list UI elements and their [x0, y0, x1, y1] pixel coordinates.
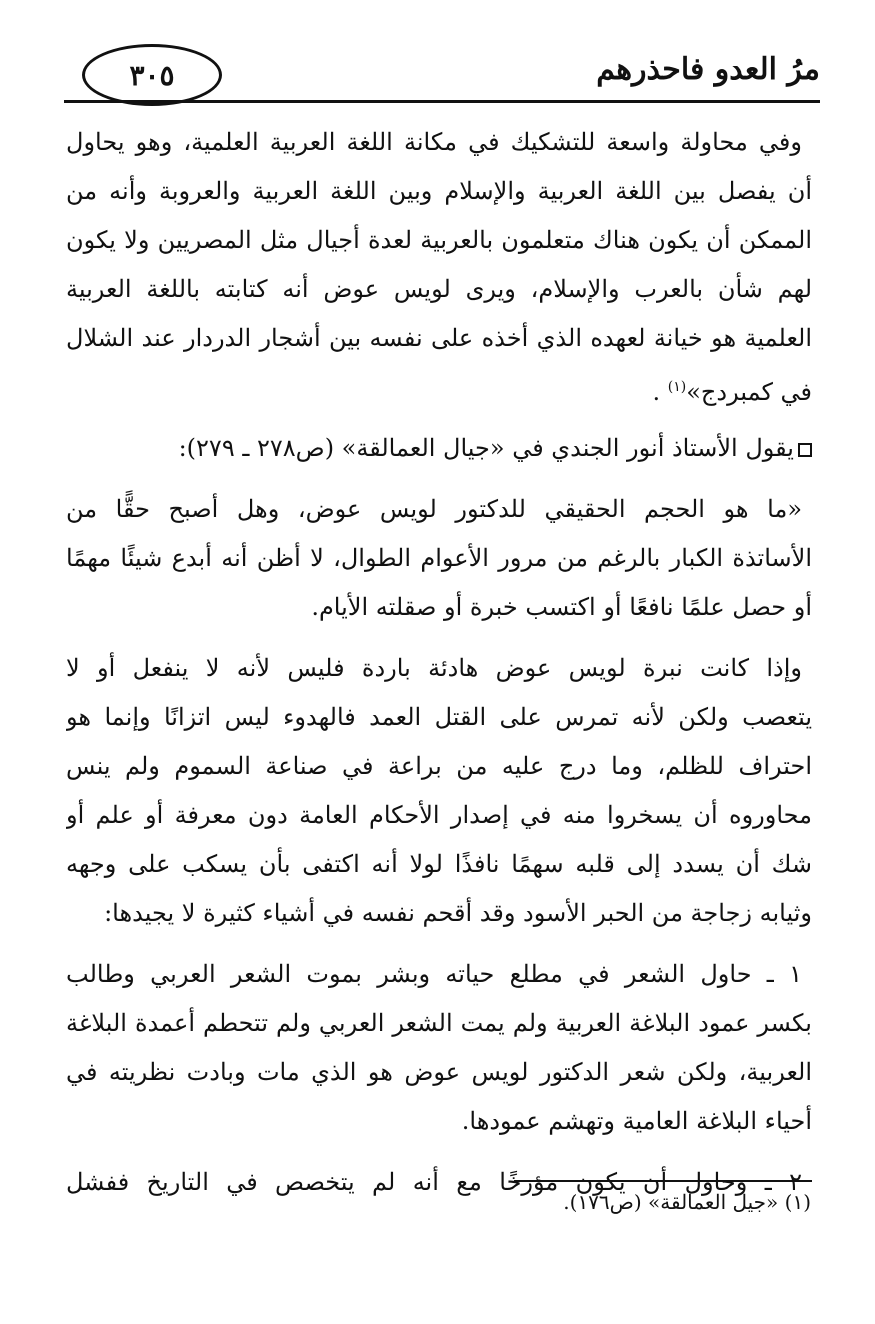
- running-title: مرُ العدو فاحذرهم: [596, 52, 820, 87]
- footnote: (١) «جيل العمالقة» (ص١٧٦).: [563, 1190, 811, 1214]
- text-line: الأساتذة الكبار بالرغم من مرور الأعوام الطوال، لا أظن أنه أبدع شيئًا مهمًا: [66, 544, 812, 572]
- text-line: وإذا كانت نبرة لويس عوض هادئة باردة فليس لأنه لا ينفعل أو لا: [66, 654, 802, 682]
- text-line: لهم شأن بالعرب والإسلام، ويرى لويس عوض أنه كتابته باللغة العربية: [66, 275, 812, 303]
- square-bullet-icon: [798, 443, 812, 457]
- page-number: ٣٠٥: [129, 58, 175, 92]
- text-line: الممكن أن يكون هناك متعلمون بالعربية لعدة أجيال مثل المصريين ولا يكون: [66, 226, 812, 254]
- text-line: شك أن يسدد إلى قلبه سهمًا نافذًا لولا أنه اكتفى بأن يسكب على وجهه: [66, 850, 812, 878]
- text-fragment: .: [652, 378, 668, 406]
- text-line: أن يفصل بين اللغة العربية والإسلام وبين اللغة العربية والعروبة وأنه من: [66, 177, 812, 205]
- quote-intro-line: [66, 424, 812, 473]
- footnote-reference: (١): [667, 379, 687, 395]
- text-line: ٢ ـ وحاول أن يكون مؤرخًا مع أنه لم يتخصص في التاريخ ففشل: [66, 1168, 802, 1196]
- header-rule: [64, 100, 820, 103]
- page-number-frame: [82, 44, 222, 106]
- text-line: أحياء البلاغة العامية وتهشم عمودها.: [461, 1107, 812, 1135]
- text-line: «ما هو الحجم الحقيقي للدكتور لويس عوض، وهل أصبح حقًّا من: [66, 495, 802, 523]
- body-text: [66, 118, 812, 1207]
- footnote-rule: [514, 1180, 812, 1182]
- text-line: يتعصب ولكن لأنه تمرس على القتل العمد فالهدوء ليس اتزانًا وإنما هو: [66, 703, 812, 731]
- text-line: العربية، ولكن شعر الدكتور لويس عوض هو الذي مات وبادت نظريته في: [66, 1058, 812, 1086]
- text-line: ١ ـ حاول الشعر في مطلع حياته وبشر بموت الشعر العربي وطالب: [66, 960, 802, 988]
- text-line: أو حصل علمًا نافعًا أو اكتسب خبرة أو صقلته الأيام.: [311, 593, 812, 621]
- text-line: وثيابه زجاجة من الحبر الأسود وقد أقحم نفسه في أشياء كثيرة لا يجيدها:: [104, 899, 812, 927]
- quote-intro: يقول الأستاذ أنور الجندي في «جيال العمالقة» (ص٢٧٨ ـ ٢٧٩):: [178, 434, 794, 462]
- text-line: وفي محاولة واسعة للتشكيك في مكانة اللغة العربية العلمية، وهو يحاول: [66, 128, 802, 156]
- text-fragment: في كمبردج»: [686, 378, 812, 406]
- text-line: العلمية هو خيانة لعهده الذي أخذه على نفسه بين أشجار الدردار عند الشلال: [66, 324, 812, 352]
- text-line: احتراف للظلم، وما درج عليه من براعة في صناعة السموم ولم ينس: [66, 752, 812, 780]
- text-line: [66, 363, 812, 412]
- text-line: بكسر عمود البلاغة العربية ولم يمت الشعر العربي ولم تتحطم أعمدة البلاغة: [66, 1009, 812, 1037]
- page-header: [64, 38, 820, 108]
- text-line: محاوروه أن يسخروا منه في إصدار الأحكام العامة دون معرفة أو علم أو: [66, 801, 812, 829]
